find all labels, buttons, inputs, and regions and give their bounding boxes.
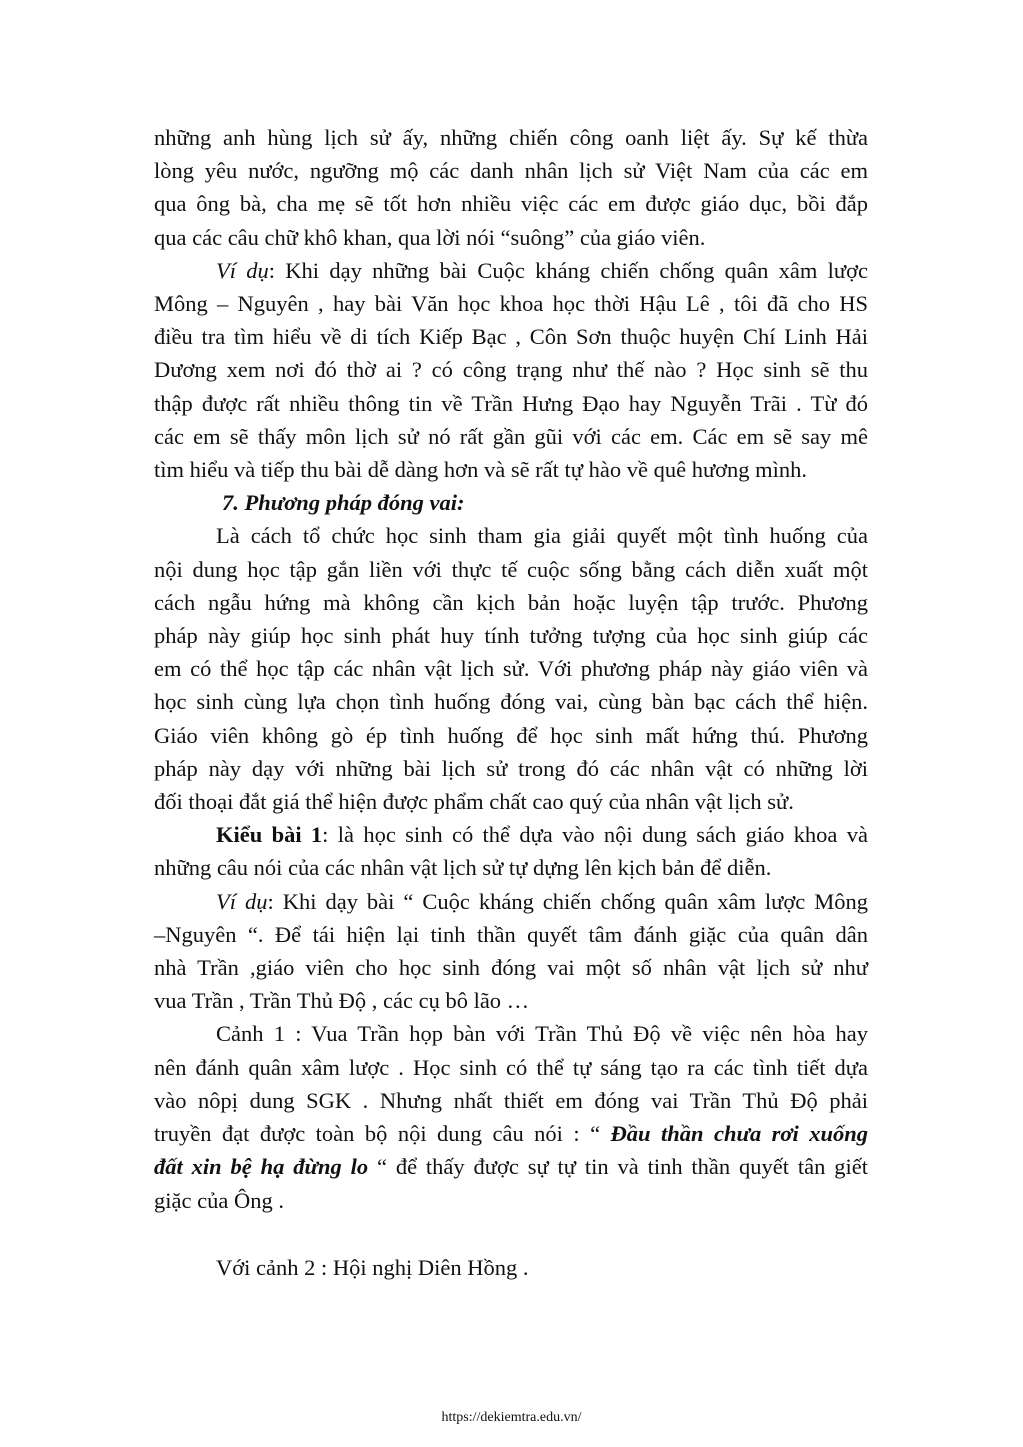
example-label: Ví dụ <box>216 257 269 283</box>
text-line: Mông – Nguyên , hay bài Văn học khoa học thời Hậu Lê , tôi đã cho HS <box>154 291 868 317</box>
paragraph-roleplay-method <box>154 519 868 818</box>
text-line: tìm hiểu và tiếp thu bài dễ dàng hơn và sẽ rất tự hào về quê hương mình. <box>154 457 808 483</box>
text-line: qua ông bà, cha mẹ sẽ tốt hơn nhiều việc các em được giáo dục, bồi đắp <box>154 191 868 217</box>
text-line: Giáo viên không gò ép tình huống để học sinh mất hứng thú. Phương <box>154 722 868 748</box>
paragraph-lesson-type-1 <box>154 818 868 884</box>
text-line: những câu nói của các nhân vật lịch sử tự dựng lên kịch bản để diễn. <box>154 855 772 881</box>
paragraph-intro <box>154 121 868 254</box>
paragraph-scene-2: Với cảnh 2 : Hội nghị Diên Hồng . <box>216 1254 529 1280</box>
text-line: pháp này dạy với những bài lịch sử trong đó các nhân vật có những lời <box>154 755 868 781</box>
text-line: đối thoại đắt giá thể hiện được phẩm chất cao quý của nhân vật lịch sử. <box>154 789 794 815</box>
text-line: qua các câu chữ khô khan, qua lời nói “suông” của giáo viên. <box>154 224 706 250</box>
text-line: những anh hùng lịch sử ấy, những chiến công oanh liệt ấy. Sự kế thừa <box>154 125 868 150</box>
document-body <box>154 121 868 1284</box>
quote-text: Đầu thần chưa rơi xuống <box>610 1121 868 1147</box>
text-line: các em sẽ thấy môn lịch sử nó rất gần gũi với các em. Các em sẽ say mê <box>154 423 868 449</box>
paragraph-scene-1 <box>154 1017 868 1216</box>
text-line: nhà Trần ,giáo viên cho học sinh đóng vai một số nhân vật lịch sử như <box>154 955 868 981</box>
text-line: Là cách tổ chức học sinh tham gia giải quyết một tình huống của <box>216 523 868 549</box>
quote-text: đất xin bệ hạ đừng lo <box>154 1154 369 1180</box>
text-line: Ví dụ: Khi dạy bài “ Cuộc kháng chiến chống quân xâm lược Mông <box>216 888 868 914</box>
example-label: Ví dụ <box>216 888 268 914</box>
text-line: Kiểu bài 1: là học sinh có thể dựa vào nội dung sách giáo khoa và <box>216 822 868 848</box>
lesson-type-label: Kiểu bài 1 <box>216 822 323 848</box>
text-line: Ví dụ: Khi dạy những bài Cuộc kháng chiến chống quân xâm lược <box>216 257 868 283</box>
text-line: Dương xem nơi đó thờ ai ? có công trạng như thế nào ? Học sinh sẽ thu <box>154 357 868 383</box>
text-line: em có thể học tập các nhân vật lịch sử. Với phương pháp này giáo viên và <box>154 656 868 682</box>
text-line: nội dung học tập gắn liền với thực tế cuộc sống bằng cách diễn xuất một <box>154 556 868 582</box>
text-line: thập được rất nhiều thông tin về Trần Hưng Đạo hay Nguyễn Trãi . Từ đó <box>154 390 868 416</box>
text-line: học sinh cùng lựa chọn tình huống đóng vai, cùng bàn bạc cách thể hiện. <box>154 689 868 715</box>
text-line: điều tra tìm hiểu về di tích Kiếp Bạc , Côn Sơn thuộc huyện Chí Linh Hải <box>154 324 868 350</box>
text-line: giặc của Ông . <box>154 1187 284 1213</box>
text-line: nên đánh quân xâm lược . Học sinh có thể tự sáng tạo ra các tình tiết dựa <box>154 1054 868 1080</box>
footer-url: https://dekiemtra.edu.vn/ <box>441 1410 582 1425</box>
blank-line <box>154 1217 868 1251</box>
text-line: Cảnh 1 : Vua Trần họp bàn với Trần Thủ Độ về việc nên hòa hay <box>216 1021 868 1047</box>
paragraph-example-2 <box>154 885 868 1018</box>
text-line: pháp này giúp học sinh phát huy tính tưởng tượng của học sinh giúp các <box>154 623 868 649</box>
text-line: đất xin bệ hạ đừng lo “ để thấy được sự tự tin và tinh thần quyết tân giết <box>154 1154 868 1180</box>
paragraph-example-1 <box>154 254 868 486</box>
section-heading: 7. Phương pháp đóng vai: <box>222 490 465 516</box>
text-line: –Nguyên “. Để tái hiện lại tinh thần quyết tâm đánh giặc của quân dân <box>154 921 868 947</box>
text-line: vua Trần , Trần Thủ Độ , các cụ bô lão … <box>154 988 530 1014</box>
text-line: vào nôpị dung SGK . Nhưng nhất thiết em đóng vai Trần Thủ Độ phải <box>154 1087 868 1113</box>
text-line: cách ngẫu hứng mà không cần kịch bản hoặc luyện tập trước. Phương <box>154 589 868 615</box>
text-line: lòng yêu nước, ngưỡng mộ các danh nhân lịch sử Việt Nam của các em <box>154 158 868 184</box>
text-line: truyền đạt được toàn bộ nội dung câu nói : “ Đầu thần chưa rơi xuống <box>154 1121 868 1147</box>
